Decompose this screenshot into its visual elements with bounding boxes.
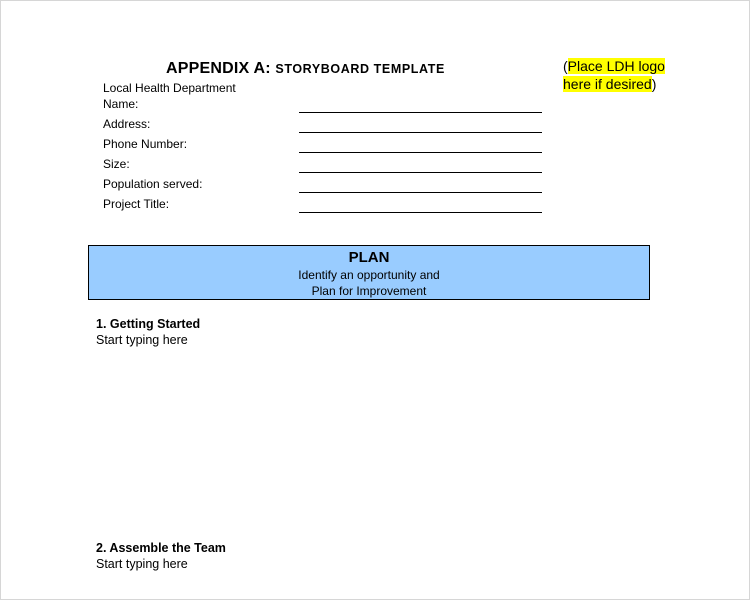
address-field[interactable] (299, 132, 542, 133)
name-field[interactable] (299, 112, 542, 113)
section-heading-getting-started: 1. Getting Started (96, 317, 201, 331)
plan-subtitle-line2: Plan for Improvement (311, 284, 427, 298)
section-heading-assemble-team: 2. Assemble the Team (96, 541, 226, 555)
plan-title: PLAN (348, 249, 390, 266)
logo-placeholder-note[interactable] (563, 57, 665, 93)
population-served-field[interactable] (299, 192, 542, 193)
label-project-title: Project Title: (103, 197, 170, 211)
title-rest: STORYBOARD TEMPLATE (275, 62, 445, 76)
label-population-served: Population served: (103, 177, 203, 191)
project-title-field[interactable] (299, 212, 542, 213)
label-address: Address: (103, 117, 151, 131)
logo-note-line2: here if desired (563, 76, 652, 92)
section-body-getting-started[interactable]: Start typing here (96, 333, 188, 347)
label-name: Name: (103, 97, 139, 111)
plan-banner (88, 245, 650, 300)
section-body-assemble-team[interactable]: Start typing here (96, 557, 188, 571)
label-phone-number: Phone Number: (103, 137, 188, 151)
page-title (166, 60, 445, 78)
label-local-health-department: Local Health Department (103, 81, 236, 95)
phone-number-field[interactable] (299, 152, 542, 153)
size-field[interactable] (299, 172, 542, 173)
title-main: APPENDIX A: (166, 60, 271, 77)
plan-subtitle-line1: Identify an opportunity and (298, 268, 440, 282)
paren-open: ( (563, 58, 568, 74)
paren-close: ) (651, 76, 657, 92)
logo-note-line1: Place LDH logo (567, 58, 665, 74)
label-size: Size: (103, 157, 130, 171)
